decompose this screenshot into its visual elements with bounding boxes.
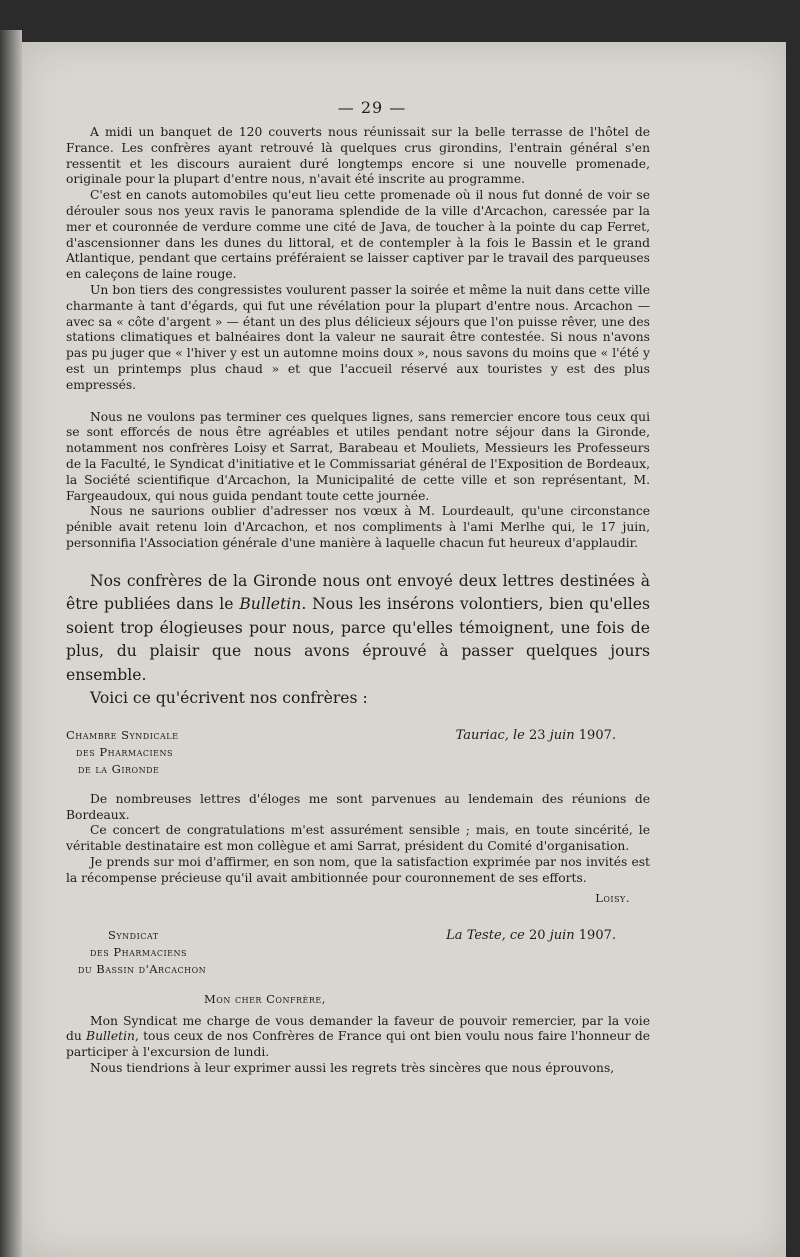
bulletin-title: Bulletin: [86, 1029, 135, 1044]
section-excursion: [66, 125, 650, 394]
page-content: [66, 98, 650, 1077]
paragraph: Voici ce qu'écrivent nos confrères :: [90, 689, 368, 708]
book-spine: [0, 30, 22, 1257]
paragraph: A midi un banquet de 120 couverts nous réunissait sur la belle terrasse de l'hôtel de France. Les confrères ayant retrouvé là quelques crus girondins, l'entrain général s'en ressentit et les discours auraient duré longtemps encore si une nouvelle promenade, originale pour la plupart d'entre nous, n'avait été inscrite au programme.: [66, 125, 650, 187]
section-intro: [66, 570, 650, 711]
letter2-sender: Syndicat des Pharmaciens du Bassin d'Arcachon: [78, 927, 207, 976]
bulletin-title: Bulletin: [239, 595, 302, 614]
paragraph: Mon Syndicat me charge de vous demander la faveur de pouvoir remercier, par la voie du Bulletin, tous ceux de nos Confrères de France qui ont bien voulu nous faire l'honneur de participer à l'excursion de lundi.: [66, 1013, 650, 1060]
letter1-date: Tauriac, le 23 juin 1907.: [455, 727, 616, 743]
letter2-body: [66, 1014, 650, 1077]
letter1-sender: Chambre Syndicale des Pharmaciens de la Gironde: [66, 727, 179, 776]
letter2-salutation: Mon cher Confrère,: [204, 991, 326, 1006]
paragraph: Ce concert de congratulations m'est assurément sensible ; mais, en toute sincérité, le véritable destinataire est mon collègue et ami Sarrat, président du Comité d'organisation.: [66, 823, 650, 854]
paragraph: C'est en canots automobiles qu'eut lieu cette promenade où il nous fut donné de voir se dérouler sous nos yeux ravis le panorama splendide de la ville d'Arcachon, caressée par la mer et couronnée de verdure comme une cité de Java, de toucher à la pointe du cap Ferret, d'ascensionner dans les dunes du littoral, et de contempler à la fois le Bassin et le grand Atlantique, pendant que certains préféraient se laisser captiver par le travail des parqueuses en caleçons de laine rouge.: [66, 188, 650, 282]
paragraph: Nous ne saurions oublier d'adresser nos vœux à M. Lourdeault, qu'une circonstance pénible avait retenu loin d'Arcachon, et nos compliments à l'ami Merlhe qui, le 17 juin, personnifia l'Association générale d'une manière à laquelle chacun fut heureux d'applaudir.: [66, 504, 650, 550]
letter1-header: [66, 727, 650, 778]
paragraph: Nous tiendrions à leur exprimer aussi les regrets très sincères que nous éprouvons,: [90, 1060, 615, 1075]
letter2-header: [66, 927, 650, 978]
letter2-date: La Teste, ce 20 juin 1907.: [446, 927, 616, 943]
paragraph: De nombreuses lettres d'éloges me sont parvenues au lendemain des réunions de Bordeaux.: [66, 791, 650, 822]
paragraph: Nous ne voulons pas terminer ces quelques lignes, sans remercier encore tous ceux qui se sont efforcés de nous être agréables et utiles pendant notre séjour dans la Gironde, notamment nos confrères Loisy et Sarrat, Barabeau et Mouliets, Messieurs les Professeurs de la Faculté, le Syndicat d'initiative et le Commissariat général de l'Exposition de Bordeaux, la Société scientifique d'Arcachon, la Municipalité de cette ville et son représentant, M. Fargeaudoux, qui nous guida pendant toute cette journée.: [66, 409, 650, 503]
paragraph: Un bon tiers des congressistes voulurent passer la soirée et même la nuit dans cette ville charmante à tant d'égards, qui fut une révélation pour la plupart d'entre nous. Arcachon — avec sa « côte d'argent » — étant un des plus délicieux séjours que l'on puisse rêver, une des stations climatiques et balnéaires dont la valeur ne saurait être contestée. Si nous n'avons pas pu juger que « l'hiver y est un automne moins doux », nous savons du moins que « l'été y est un printemps plus chaud » et que l'accueil réservé aux touristes y est des plus empressés.: [66, 282, 650, 392]
letter1-signature: Loisy.: [595, 890, 630, 905]
letter1-body: [66, 792, 650, 887]
paragraph: Je prends sur moi d'affirmer, en son nom, que la satisfaction exprimée par nos invités est la récompense précieuse qu'il avait ambitionnée pour couronnement de ses efforts.: [66, 854, 650, 885]
section-thanks: [66, 410, 650, 552]
paragraph: Nos confrères de la Gironde nous ont envoyé deux lettres destinées à être publiées dans le Bulletin. Nous les insérons volontiers, bien qu'elles soient trop élogieuses pour nous, parce qu'elles témoignent, une fois de plus, du plaisir que nous avons éprouvé à passer quelques jours ensemble.: [66, 571, 650, 684]
page-number: — 29 —: [337, 98, 407, 117]
